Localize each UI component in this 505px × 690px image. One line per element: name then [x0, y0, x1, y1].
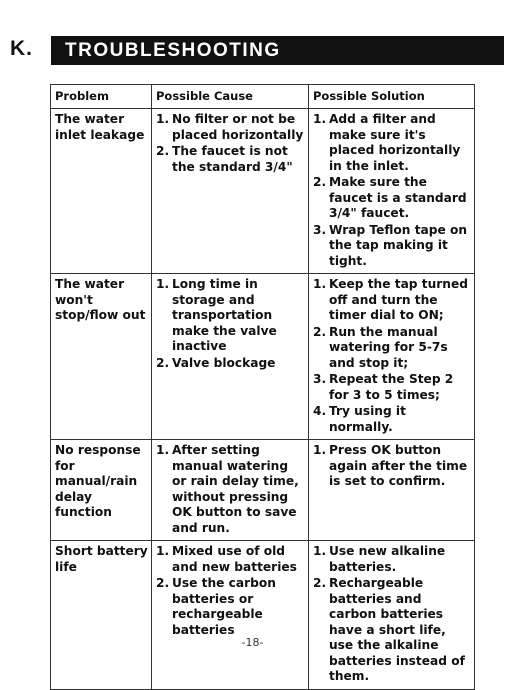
list-item: 1. Press OK button again after the time is set to confirm.	[313, 443, 468, 488]
cause-cell	[152, 274, 309, 440]
list-item: 2. Make sure the faucet is a standard 3/4" faucet.	[313, 175, 467, 220]
list-item: 4. Try using it normally.	[313, 404, 406, 434]
problem-cell: No response for manual/rain delay function	[51, 440, 152, 541]
solution-list	[313, 112, 472, 269]
cause-list	[156, 544, 306, 638]
cause-cell	[152, 109, 309, 274]
list-item: 3. Repeat the Step 2 for 3 to 5 times;	[313, 372, 454, 402]
problem-cell: Short battery life	[51, 541, 152, 690]
table-header-row	[51, 85, 475, 109]
list-item: 2. Run the manual watering for 5-7s and stop it;	[313, 324, 448, 370]
table-row	[51, 440, 475, 541]
header-possible-cause: Possible Cause	[152, 85, 309, 109]
cause-list	[156, 443, 306, 536]
problem-cell: The water inlet leakage	[51, 109, 152, 274]
list-item: 1. No filter or not be placed horizontally	[156, 112, 304, 142]
section-letter: K.	[10, 37, 33, 60]
table-row	[51, 541, 475, 690]
solution-cell	[309, 440, 475, 541]
solution-list	[313, 443, 472, 490]
problem-cell: The water won't stop/flow out	[51, 274, 152, 440]
list-item: 1. Use new alkaline batteries.	[313, 544, 446, 574]
list-item: 1. Add a filter and make sure it's placed horizontally in the inlet.	[313, 112, 461, 173]
list-item: 1. After setting manual watering or rain delay time, without pressing OK button to save and run.	[156, 443, 299, 535]
list-item: 1. Keep the tap turned off and turn the timer dial to ON;	[313, 277, 468, 322]
cause-cell	[152, 541, 309, 690]
list-item: 2. The faucet is not the standard 3/4"	[156, 144, 293, 174]
list-item: 2. Rechargeable batteries and carbon batteries have a short life, use the alkaline batteries instead of them.	[313, 576, 465, 683]
cause-list	[156, 277, 306, 371]
header-problem: Problem	[51, 85, 152, 109]
solution-cell	[309, 109, 475, 274]
list-item: 2. Valve blockage	[156, 355, 276, 370]
table-row	[51, 274, 475, 440]
list-item: 1. Mixed use of old and new batteries	[156, 544, 297, 574]
page-number: -18-	[241, 636, 264, 649]
table-row	[51, 109, 475, 274]
list-item: 1. Long time in storage and transportation make the valve inactive	[156, 277, 277, 353]
section-title: TROUBLESHOOTING	[51, 36, 504, 65]
list-item: 2. Use the carbon batteries or rechargeable batteries	[156, 576, 276, 637]
cause-cell	[152, 440, 309, 541]
header-possible-solution: Possible Solution	[309, 85, 475, 109]
list-item: 3. Wrap Teflon tape on the tap making it tight.	[313, 222, 468, 268]
troubleshooting-table	[50, 84, 475, 690]
solution-cell	[309, 274, 475, 440]
solution-cell	[309, 541, 475, 690]
solution-list	[313, 277, 472, 435]
cause-list	[156, 112, 306, 175]
solution-list	[313, 544, 472, 685]
